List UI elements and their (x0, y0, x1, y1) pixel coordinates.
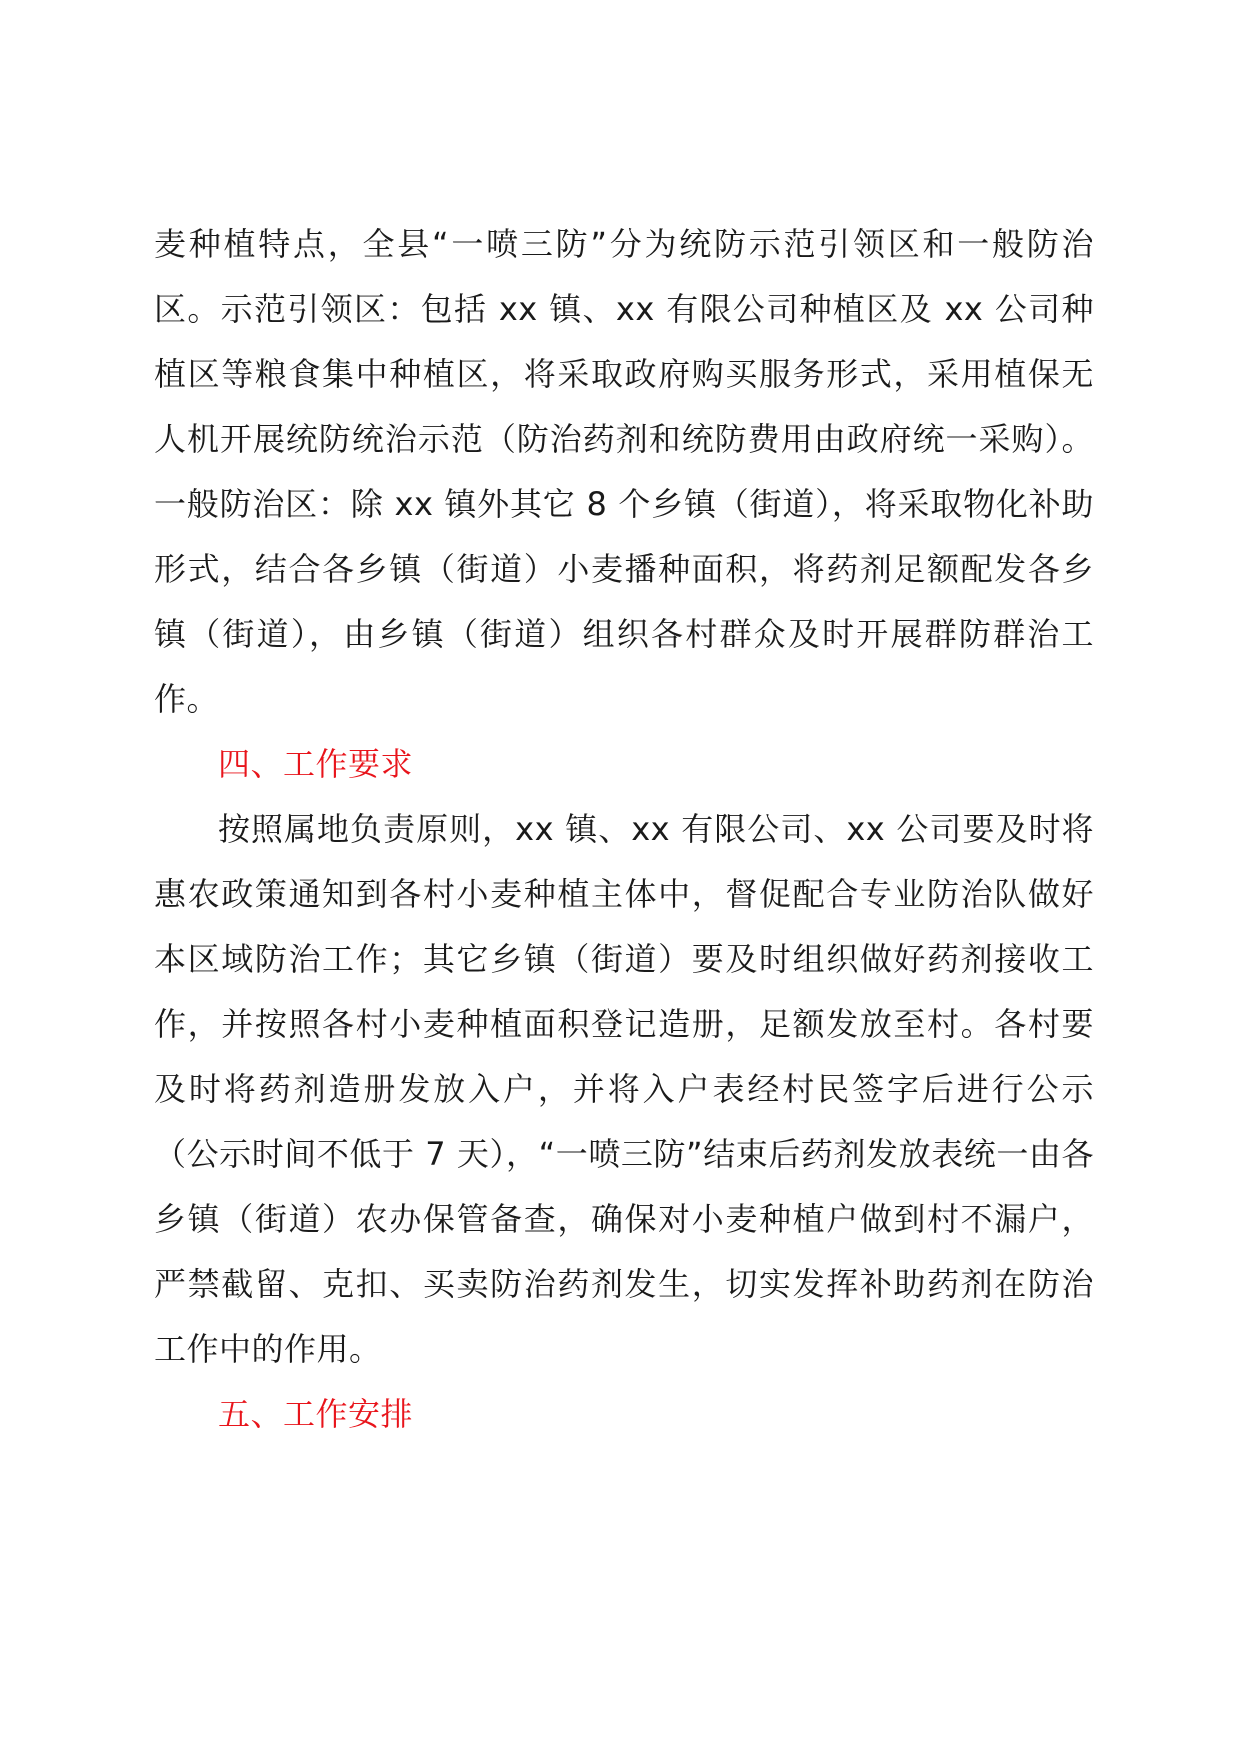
paragraph-work-requirements: 按照属地负责原则，xx 镇、xx 有限公司、xx 公司要及时将惠农政策通知到各村小麦种植主体中，督促配合专业防治队做好本区域防治工作；其它乡镇（街道）要及时组织做好药剂接收工作，并按照各村小麦种植面积登记造册，足额发放至村。各村要及时将药剂造册发放入户，并将入户表经村民签字后进行公示（公示时间不低于 7 天），“一喷三防”结束后药剂发放表统一由各乡镇（街道）农办保管备查，确保对小麦种植户做到村不漏户，严禁截留、克扣、买卖防治药剂发生，切实发挥补助药剂在防治工作中的作用。 (154, 810, 1094, 1368)
section-heading-four: 四、工作要求 (218, 745, 414, 783)
document-page (154, 212, 1094, 1447)
paragraph-continuation: 麦种植特点，全县“一喷三防”分为统防示范引领区和一般防治区。示范引领区：包括 xx 镇、xx 有限公司种植区及 xx 公司种植区等粮食集中种植区，将采取政府购买服务形式，采用植保无人机开展统防统治示范（防治药剂和统防费用由政府统一采购）。一般防治区：除 xx 镇外其它 8 个乡镇（街道），将采取物化补助形式，结合各乡镇（街道）小麦播种面积，将药剂足额配发各乡镇（街道），由乡镇（街道）组织各村群众及时开展群防群治工作。 (154, 225, 1094, 718)
section-heading-five: 五、工作安排 (218, 1395, 414, 1433)
